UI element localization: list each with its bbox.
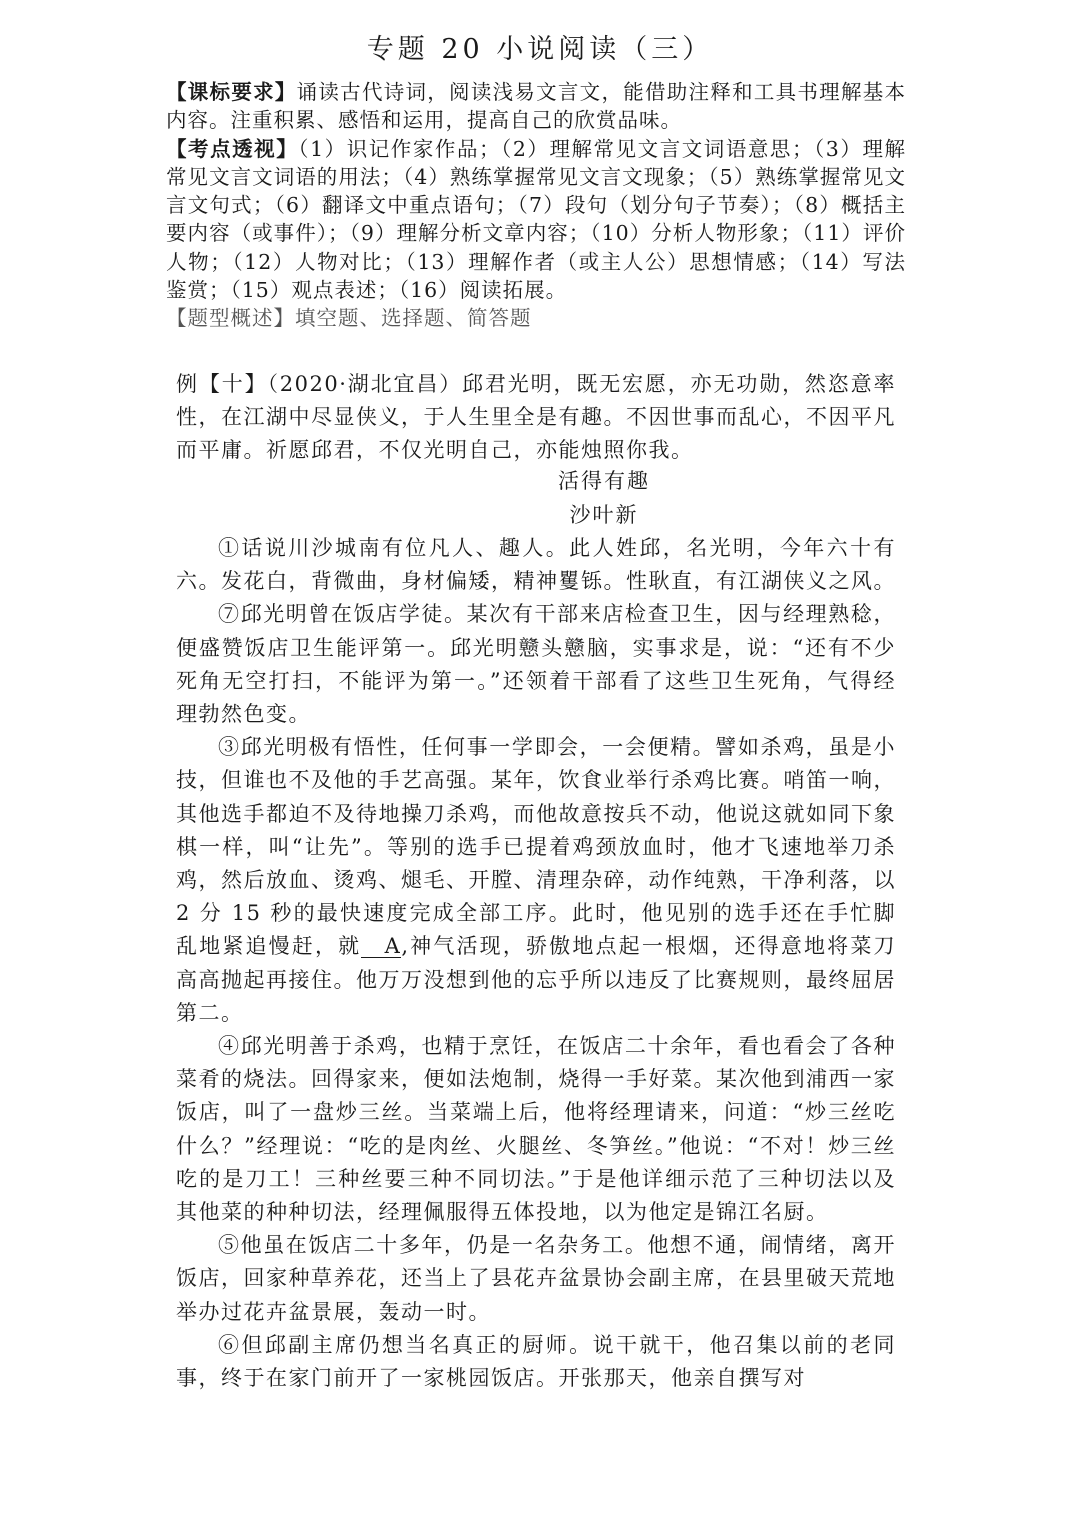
example-intro [176,368,896,467]
question-types-label: 【题型概述】 [166,306,295,331]
exam-points-label: 【考点透视】 [166,136,299,161]
example-paragraph [176,368,896,467]
example-text: （2020·湖北宜昌）邱君光明，既无宏愿，亦无功勋，然恣意率性，在江湖中尽显侠义，于人生里全是有趣。不因世事而乱心，不因平凡而平庸。祈愿邱君，不仅光明自己，亦能烛照你我。 [176,372,896,462]
story-title: 活得有趣 [558,469,650,493]
paragraph-3-before-blank: ③邱光明极有悟性，任何事一学即会，一会便精。譬如杀鸡，虽是小技，但谁也不及他的手艺高强。某年，饮食业举行杀鸡比赛。哨笛一响，其他选手都迫不及待地操刀杀鸡，而他故意按兵不动，他说这就如同下象棋一样，叫“让先”。等别的选手已提着鸡颈放血时，他才飞速地举刀杀鸡，然后放血、烫鸡、煺毛、开膛、清理杂碎，动作纯熟，干净利落，以 2 分 15 秒的最快速度完成全部工序。此时，他见别的选手还在手忙脚乱地紧追慢赶，就 [176,735,896,959]
story-author: 沙叶新 [569,503,639,527]
story-body [176,532,896,1395]
curriculum-requirement [166,78,906,135]
story-paragraph-1: ①话说川沙城南有位凡人、趣人。此人姓邱，名光明，今年六十有六。发花白，背微曲，身材偏矮，精神矍铄。性耿直，有江湖侠义之风。 [176,536,896,594]
story-paragraph-6: ⑥但邱副主席仍想当名真正的厨师。说干就干，他召集以前的老同事，终于在家门前开了一家桃园饭店。开张那天，他亲自撰写对 [176,1332,896,1391]
fill-blank-a: A [361,935,401,958]
question-types-text: 填空题、选择题、简答题 [295,306,532,331]
curriculum-label: 【课标要求】 [166,80,297,104]
example-label: 例【十】 [176,372,268,396]
story-paragraph-3 [176,731,896,1030]
question-types [166,304,906,332]
page-title: 专题 20 小说阅读（三） [366,34,714,65]
paragraph-3-after-blank: ,神气活现，骄傲地点起一根烟，还得意地将菜刀高高抛起再接住。他万万没想到他的忘乎所以违反了比赛规则，最终屈居第二。 [176,934,896,1025]
curriculum-text: 诵读古代诗词，阅读浅易文言文，能借助注释和工具书理解基本内容。注重积累、感悟和运用，提高自己的欣赏品味。 [166,80,907,133]
story-paragraph-2: ⑦邱光明曾在饭店学徒。某次有干部来店检查卫生，因与经理熟稔，便盛赞饭店卫生能评第一。邱光明戆头戆脑，实事求是，说：“还有不少死角无空打扫，不能评为第一。”还领着干部看了这些卫生死角，气得经理勃然色变。 [176,602,896,727]
header-section [166,78,906,333]
exam-points [166,135,906,305]
exam-points-text: （1）识记作家作品；（2）理解常见文言文词语意思；（3）理解常见文言文词语的用法；（4）熟练掌握常见文言文现象；（5）熟练掌握常见文言文句式；（6）翻译文中重点语句；（7）段句（划分句子节奏）；（8）概括主要内容（或事件）；（9）理解分析文章内容；（10）分析人物形象；（11）评价人物；（12）人物对比；（13）理解作者（或主人公）思想情感；（14）写法鉴赏；（15）观点表述；（16）阅读拓展。 [166,136,906,303]
story-paragraph-4: ④邱光明善于杀鸡，也精于烹饪，在饭店二十余年，看也看会了各种菜肴的烧法。回得家来，便如法炮制，烧得一手好菜。某次他到浦西一家饭店，叫了一盘炒三丝。当菜端上后，他将经理请来，问道：“炒三丝吃什么？”经理说：“吃的是肉丝、火腿丝、冬笋丝。”他说：“不对！炒三丝吃的是刀工！三种丝要三种不同切法。”于是他详细示范了三种切法以及其他菜的种种切法，经理佩服得五体投地，以为他定是锦江名厨。 [176,1034,896,1225]
story-paragraph-5: ⑤他虽在饭店二十多年，仍是一名杂务工。他想不通，闹情绪，离开饭店，回家种草养花，还当上了县花卉盆景协会副主席，在县里破天荒地举办过花卉盆景展，轰动一时。 [176,1233,896,1324]
